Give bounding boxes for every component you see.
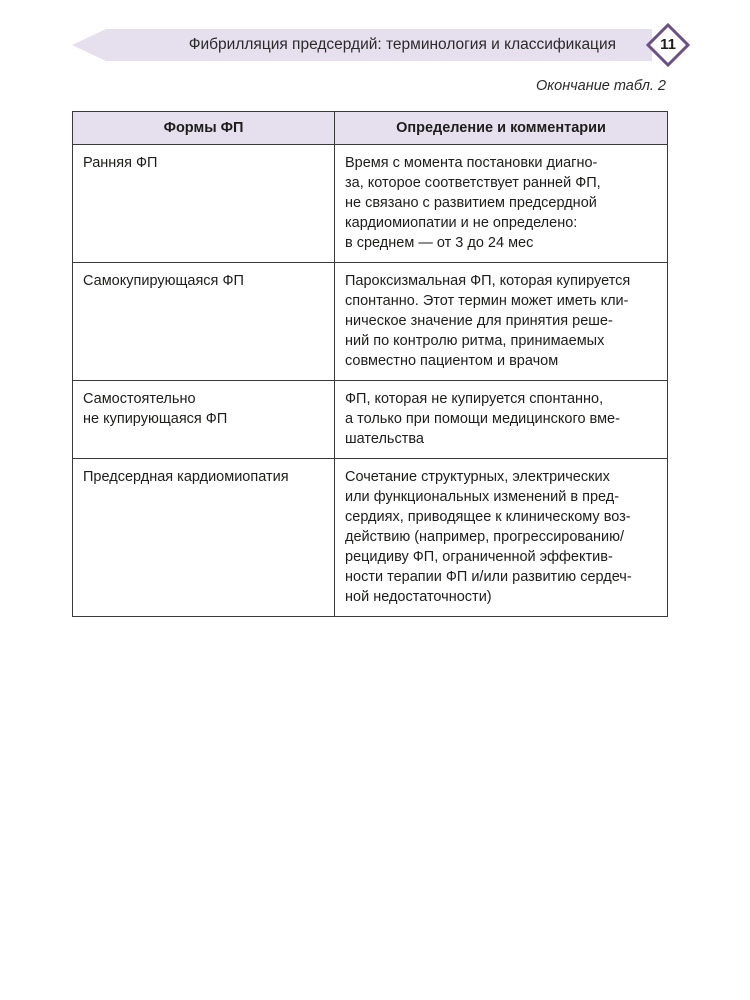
- table-row: [73, 263, 668, 381]
- definition-text: ФП, которая не купируется спонтанно, а только при помощи медицинского вме- шательства: [345, 391, 620, 447]
- table-row: [73, 381, 668, 459]
- form-cell: [73, 145, 335, 263]
- column-header-forms: Формы ФП: [73, 112, 335, 145]
- page-number: 11: [660, 36, 676, 53]
- form-cell: [73, 459, 335, 617]
- definition-text: Время с момента постановки диагно- за, которое соответствует ранней ФП, не связано с развитием предсердной кардиомиопатии и не определено: в среднем — от 3 до 24 мес: [345, 155, 601, 251]
- definition-cell: [335, 459, 668, 617]
- form-cell: [73, 381, 335, 459]
- form-cell: [73, 263, 335, 381]
- form-text: Самостоятельно не купирующаяся ФП: [83, 391, 228, 427]
- table-header-row: [73, 112, 668, 145]
- definition-cell: [335, 381, 668, 459]
- form-text: Самокупирующаяся ФП: [83, 273, 244, 289]
- table-caption: Окончание табл. 2: [536, 78, 666, 94]
- column-header-definition: Определение и комментарии: [335, 112, 668, 145]
- running-header-title: Фибрилляция предсердий: терминология и классификация: [188, 36, 616, 53]
- table-row: [73, 459, 668, 617]
- form-text: Ранняя ФП: [83, 155, 158, 171]
- table-row: [73, 145, 668, 263]
- definition-text: Пароксизмальная ФП, которая купируется спонтанно. Этот термин может иметь кли- ническое значение для принятия реше- ний по контролю ритма, принимаемых совместно пациентом и врачом: [345, 273, 631, 369]
- page-number-badge: [646, 23, 690, 67]
- form-text: Предсердная кардиомиопатия: [83, 469, 289, 485]
- classification-table: [72, 111, 668, 617]
- definition-text: Сочетание структурных, электрических или функциональных изменений в пред- сердиях, приводящее к клиническому воз- действию (например, прогрессированию/ рецидиву ФП, ограниченной эффектив- ности терапии ФП и/или развитию сердеч- ной недостаточности): [345, 469, 632, 605]
- definition-cell: [335, 263, 668, 381]
- definition-cell: [335, 145, 668, 263]
